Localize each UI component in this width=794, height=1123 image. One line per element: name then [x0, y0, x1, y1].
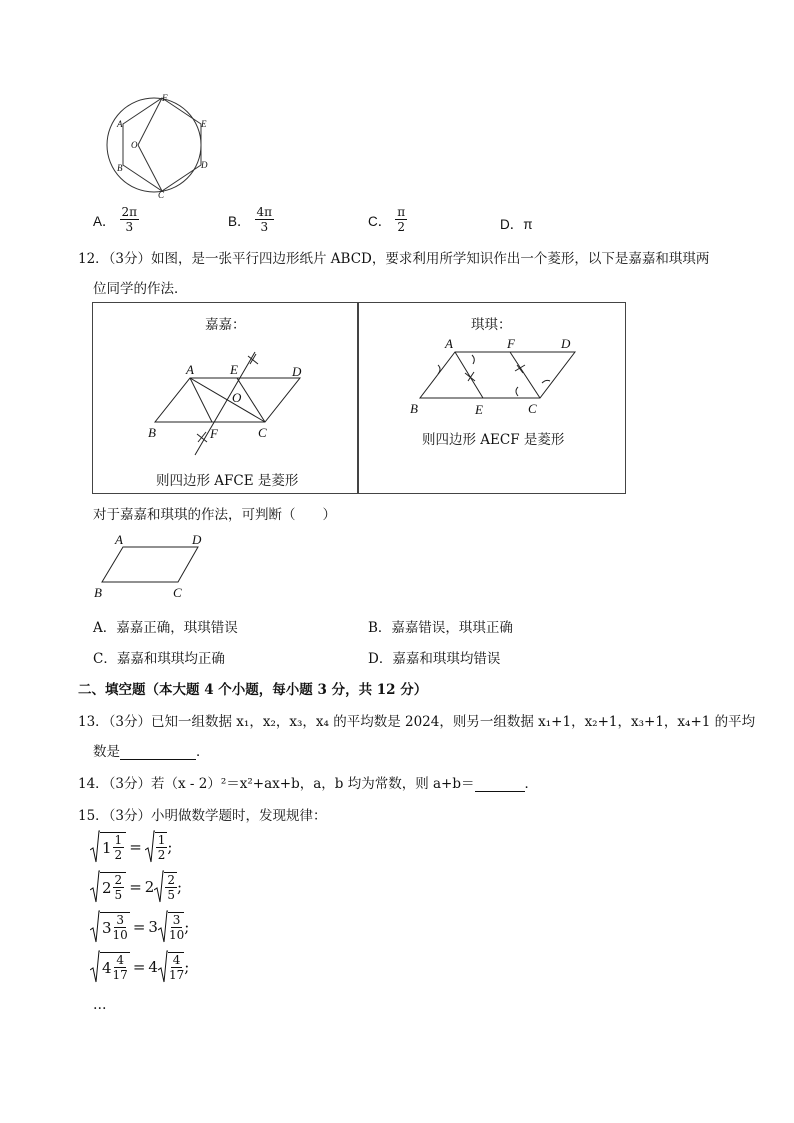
parallelogram-figure: [90, 532, 210, 600]
qiqi-title: 琪琪：: [471, 317, 512, 333]
q15-left-den: 5: [114, 888, 123, 902]
q11-option-a-fraction: [120, 205, 140, 234]
q15-left-den: 10: [112, 928, 128, 942]
q11-option-b-den: 3: [260, 220, 269, 234]
q11-option-c[interactable]: [368, 205, 407, 234]
section2-heading: 二、填空题（本大题 4 个小题，每小题 3 分，共 12 分）: [78, 682, 428, 698]
q15-right-den: 2: [157, 848, 166, 862]
q11-option-d[interactable]: D．π: [500, 217, 533, 232]
radical-icon: [90, 910, 100, 944]
jiajia-title: 嘉嘉：: [205, 317, 246, 333]
q14-post: ．: [524, 776, 539, 792]
qiqi-label-B: B: [410, 401, 418, 416]
para-label-A: A: [115, 532, 123, 547]
q15-left-den: 2: [114, 848, 123, 862]
qiqi-label-D: D: [561, 336, 571, 351]
q15-whole: 1: [102, 838, 112, 857]
radical-icon: [90, 950, 100, 984]
radical-icon: [158, 950, 168, 984]
q13-line2: [93, 740, 210, 760]
q15-pattern-row: [90, 950, 189, 984]
q15-right-num: 2: [167, 873, 175, 887]
qiqi-label-E: E: [475, 402, 483, 417]
fig11-label-B: B: [117, 163, 123, 173]
jiajia-label-E: E: [230, 362, 238, 377]
q15-left-fraction: [113, 913, 128, 942]
jiajia-figure: [140, 350, 315, 460]
jiajia-label-B: B: [148, 425, 156, 440]
radical-icon: [90, 830, 100, 864]
qiqi-label-F: F: [507, 336, 515, 351]
q15-mixed-number: [100, 832, 126, 862]
q15-pattern-row: [90, 830, 172, 864]
q15-mixed-number: [100, 872, 126, 902]
q15-right-num: 3: [172, 913, 181, 927]
q15-mixed-number: [100, 952, 130, 982]
q12-option-c[interactable]: C．嘉嘉和琪琪均正确: [93, 651, 225, 667]
q15-right-den: 17: [168, 968, 185, 982]
jiajia-label-C: C: [258, 425, 267, 440]
q15-left-fraction: [113, 953, 128, 982]
q13-line1: 13．（3分）已知一组数据 x₁，x₂，x₃，x₄ 的平均数是 2024，则另一组数据 x₁+1，x₂+1，x₃+1，x₄+1 的平均: [78, 714, 756, 730]
para-label-D: D: [192, 532, 202, 547]
qiqi-label-A: A: [445, 336, 453, 351]
q11-option-a-num: 2π: [121, 205, 138, 219]
q11-option-b[interactable]: [228, 205, 274, 234]
q12-option-b[interactable]: B．嘉嘉错误，琪琪正确: [368, 620, 513, 636]
q15-right-radicand: [168, 912, 184, 942]
q15-whole: 4: [102, 958, 112, 977]
q15-right-fraction: [156, 833, 168, 862]
q11-option-c-label: C．: [368, 213, 392, 229]
q11-option-a-label: A．: [93, 213, 116, 229]
radical-icon: [90, 870, 100, 904]
q15-left-num: 1: [114, 833, 123, 847]
q15-right-num: 4: [172, 953, 181, 967]
q15-equals: =: [132, 958, 146, 976]
q15-right-radicand: [164, 872, 177, 902]
q15-right-num: 1: [157, 833, 166, 847]
q15-coef: 2: [144, 878, 155, 896]
q15-coef: 3: [148, 918, 158, 936]
q15-semicolon: ;: [184, 958, 190, 976]
fig11-label-D: D: [201, 160, 208, 170]
radical-icon: [154, 870, 164, 904]
q11-option-a-den: 3: [125, 220, 134, 234]
q13-answer-blank[interactable]: [120, 745, 196, 760]
jiajia-label-F: F: [210, 426, 218, 441]
qiqi-caption: 则四边形 AECF 是菱形: [422, 432, 565, 448]
jiajia-label-D: D: [292, 364, 302, 379]
q12-question: 对于嘉嘉和琪琪的作法，可判断（ ）: [93, 507, 336, 523]
q13-line2-post: ．: [196, 744, 210, 760]
fig11-label-A: A: [117, 119, 123, 129]
jiajia-label-A: A: [186, 362, 194, 377]
q11-option-b-label: B．: [228, 213, 251, 229]
q15-right-fraction: [169, 953, 184, 982]
radical-icon: [158, 910, 168, 944]
q15-right-fraction: [169, 913, 184, 942]
fig11-label-C: C: [158, 190, 165, 200]
q15-equals: =: [129, 838, 142, 856]
q15-right-radicand: [168, 952, 184, 982]
q15-coef: 4: [148, 958, 158, 976]
q14-answer-blank[interactable]: [475, 777, 525, 792]
q15-left-den: 17: [112, 968, 128, 982]
q11-option-c-fraction: [395, 205, 407, 234]
q15-whole: 3: [102, 918, 112, 937]
q15-equals: =: [129, 878, 142, 896]
q15-right-fraction: [165, 873, 177, 902]
q12-stem-line1: 12．（3分）如图，是一张平行四边形纸片 ABCD，要求利用所学知识作出一个菱形，以下是嘉嘉和琪琪两: [78, 251, 710, 267]
fig11-label-F: F: [162, 93, 168, 103]
q15-right-den: 5: [167, 888, 175, 902]
radical-icon: [145, 830, 155, 864]
fig11-label-O: O: [131, 140, 138, 150]
q15-semicolon: ;: [176, 878, 183, 896]
para-label-C: C: [173, 585, 182, 600]
q14-line: [78, 772, 538, 792]
q11-option-b-num: 4π: [256, 205, 273, 219]
q15-equals: =: [132, 918, 146, 936]
q15-semicolon: ;: [167, 838, 173, 856]
jiajia-label-O: O: [232, 390, 242, 405]
q15-ellipsis: …: [93, 997, 107, 1013]
q11-option-b-fraction: [255, 205, 275, 234]
q12-option-d[interactable]: D．嘉嘉和琪琪均错误: [368, 651, 501, 667]
q15-whole: 2: [102, 878, 112, 897]
q15-left-num: 2: [114, 873, 123, 887]
qiqi-figure: [405, 335, 585, 420]
q15-left-fraction: [113, 833, 125, 862]
q15-left-fraction: [113, 873, 125, 902]
q12-stem-line2: 位同学的作法．: [93, 281, 188, 297]
para-label-B: B: [94, 585, 102, 600]
fig11-label-E: E: [201, 119, 207, 129]
q15-pattern-row: [90, 870, 182, 904]
q15-mixed-number: [100, 912, 130, 942]
q15-left-num: 4: [116, 953, 124, 967]
jiajia-caption: 则四边形 AFCE 是菱形: [156, 473, 299, 489]
q15-right-radicand: [155, 832, 168, 862]
q15-semicolon: ;: [184, 918, 190, 936]
q14-pre: 14．（3分）若（x - 2）²＝x²+ax+b，a，b 均为常数，则 a+b＝: [78, 776, 475, 792]
q11-option-c-num: π: [397, 205, 406, 219]
q12-option-a[interactable]: A．嘉嘉正确，琪琪错误: [93, 620, 238, 636]
q15-right-den: 10: [168, 928, 185, 942]
qiqi-label-C: C: [528, 401, 537, 416]
q11-option-c-den: 2: [397, 220, 406, 234]
q13-line2-pre: 数是: [93, 744, 120, 760]
q11-option-a[interactable]: [93, 205, 139, 234]
q15-pattern-row: [90, 910, 189, 944]
circle-hexagon-figure: [88, 92, 223, 200]
q15-left-num: 3: [116, 913, 124, 927]
q15-intro: 15．（3分）小明做数学题时，发现规律：: [78, 808, 327, 824]
